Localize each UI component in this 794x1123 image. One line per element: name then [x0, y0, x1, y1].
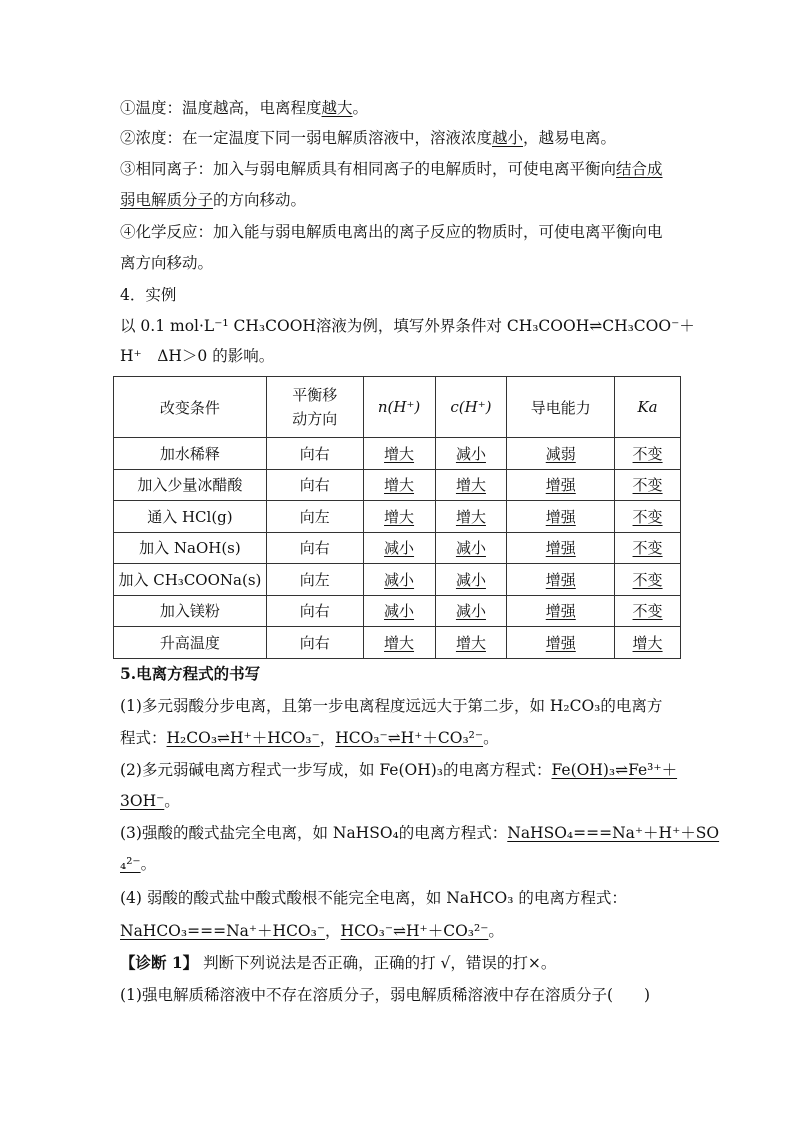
table-cell: 向右 — [266, 627, 363, 659]
table-cell: 加入 NaOH(s) — [114, 532, 267, 564]
factor-reaction-line2: 离方向移动。 — [120, 254, 214, 272]
table-row — [114, 564, 681, 596]
table-cell: 增大 — [363, 438, 435, 470]
table-cell: 加入镁粉 — [114, 595, 267, 627]
diagnosis-label: 【诊断 1】 — [120, 953, 199, 972]
table-cell: 增大 — [363, 469, 435, 501]
table-cell: 增大 — [363, 627, 435, 659]
factor-common-ion-line1: ③相同离子：加入与弱电解质具有相同离子的电解质时，可使电离平衡向结合成 — [120, 160, 663, 178]
equation-para-4-line2: NaHCO₃===Na⁺＋HCO₃⁻，HCO₃⁻⇌H⁺＋CO₃²⁻。 — [120, 922, 504, 940]
table-cell: 不变 — [615, 438, 681, 470]
table-cell: 增大 — [435, 469, 507, 501]
answer-equation: 3OH⁻ — [120, 792, 165, 810]
table-row — [114, 469, 681, 501]
table-row — [114, 595, 681, 627]
table-cell: 加入少量冰醋酸 — [114, 469, 267, 501]
table-cell: 不变 — [615, 501, 681, 533]
table-row — [114, 438, 681, 470]
equation-para-1-line1: (1)多元弱酸分步电离，且第一步电离程度远远大于第二步，如 H₂CO₃的电离方 — [120, 697, 663, 715]
table-cell: 升高温度 — [114, 627, 267, 659]
answer-equation: NaHCO₃===Na⁺＋HCO₃⁻ — [120, 922, 326, 940]
table-row — [114, 532, 681, 564]
table-cell: 增大 — [435, 501, 507, 533]
table-cell: 减小 — [363, 595, 435, 627]
table-cell: 减小 — [435, 532, 507, 564]
equation-para-3-line2: ₄²⁻。 — [120, 855, 157, 873]
example-intro-line2: H⁺ ΔH＞0 的影响。 — [120, 347, 275, 365]
factor-reaction-line1: ④化学反应：加入能与弱电解质电离出的离子反应的物质时，可使电离平衡向电 — [120, 223, 663, 241]
table-cell: 不变 — [615, 595, 681, 627]
table-cell: 增强 — [507, 469, 615, 501]
answer-blank: 越小 — [492, 129, 524, 147]
table-header-row — [114, 377, 681, 438]
table-cell: 减小 — [435, 595, 507, 627]
table-cell: 增强 — [507, 564, 615, 596]
answer-equation: NaHSO₄===Na⁺＋H⁺＋SO — [507, 824, 720, 842]
table-cell: 增大 — [435, 627, 507, 659]
table-header-cell: 平衡移 动方向 — [266, 377, 363, 438]
answer-equation: HCO₃⁻⇌H⁺＋CO₃²⁻ — [335, 729, 484, 747]
factor-temperature: ①温度：温度越高，电离程度越大。 — [120, 99, 369, 117]
table-cell: 加水稀释 — [114, 438, 267, 470]
answer-equation: Fe(OH)₃⇌Fe³⁺＋ — [551, 761, 678, 779]
table-cell: 通入 HCl(g) — [114, 501, 267, 533]
example-intro-line1: 以 0.1 mol·L⁻¹ CH₃COOH溶液为例，填写外界条件对 CH₃COOH⇌CH₃COO⁻＋ — [120, 317, 695, 335]
table-cell: 增强 — [507, 627, 615, 659]
equation-para-3-line1: (3)强酸的酸式盐完全电离，如 NaHSO₄的电离方程式：NaHSO₄===Na⁺＋H⁺＋SO — [120, 824, 720, 842]
table-cell: 向左 — [266, 564, 363, 596]
table-cell: 增强 — [507, 501, 615, 533]
table-cell: 向右 — [266, 469, 363, 501]
diagnosis-question-1: (1)强电解质稀溶液中不存在溶质分子，弱电解质稀溶液中存在溶质分子( ) — [120, 986, 651, 1004]
answer-blank: 越大 — [321, 99, 353, 117]
answer-equation: ₄²⁻ — [120, 855, 141, 873]
equation-para-2-line2: 3OH⁻。 — [120, 792, 180, 810]
answer-equation: H₂CO₃⇌H⁺＋HCO₃⁻ — [166, 729, 320, 747]
equation-para-1-line2: 程式：H₂CO₃⇌H⁺＋HCO₃⁻，HCO₃⁻⇌H⁺＋CO₃²⁻。 — [120, 729, 499, 747]
table-header-cell: Ka — [615, 377, 681, 438]
table-header-cell: c(H⁺) — [435, 377, 507, 438]
answer-blank: 弱电解质分子 — [120, 191, 214, 209]
table-cell: 加入 CH₃COONa(s) — [114, 564, 267, 596]
table-cell: 减小 — [363, 564, 435, 596]
section-heading: 5.电离方程式的书写 — [120, 664, 261, 683]
table-cell: 增大 — [363, 501, 435, 533]
equation-para-2-line1: (2)多元弱碱电离方程式一步写成，如 Fe(OH)₃的电离方程式：Fe(OH)₃⇌Fe³⁺＋ — [120, 761, 678, 779]
table-cell: 向右 — [266, 595, 363, 627]
factor-common-ion-line2: 弱电解质分子的方向移动。 — [120, 191, 307, 209]
table-cell: 向左 — [266, 501, 363, 533]
table-cell: 不变 — [615, 532, 681, 564]
table-row — [114, 627, 681, 659]
table-row — [114, 501, 681, 533]
table-cell: 不变 — [615, 564, 681, 596]
table-cell: 减小 — [363, 532, 435, 564]
factor-concentration: ②浓度：在一定温度下同一弱电解质溶液中，溶液浓度越小，越易电离。 — [120, 129, 617, 147]
table-cell: 减小 — [435, 564, 507, 596]
table-cell: 不变 — [615, 469, 681, 501]
table-cell: 向右 — [266, 438, 363, 470]
table-cell: 向右 — [266, 532, 363, 564]
answer-blank: 结合成 — [616, 160, 663, 178]
table-cell: 增强 — [507, 532, 615, 564]
table-cell: 减弱 — [507, 438, 615, 470]
table-cell: 减小 — [435, 438, 507, 470]
table-cell: 增强 — [507, 595, 615, 627]
answer-equation: HCO₃⁻⇌H⁺＋CO₃²⁻ — [340, 922, 489, 940]
table-header-cell: n(H⁺) — [363, 377, 435, 438]
diagnosis-heading: 【诊断 1】 判断下列说法是否正确，正确的打 √，错误的打×。 — [120, 953, 557, 972]
ionization-effects-table — [113, 376, 681, 659]
table-cell: 增大 — [615, 627, 681, 659]
table-header-cell: 导电能力 — [507, 377, 615, 438]
table-header-cell: 改变条件 — [114, 377, 267, 438]
equation-para-4-line1: (4) 弱酸的酸式盐中酸式酸根不能完全电离，如 NaHCO₃ 的电离方程式： — [120, 889, 627, 907]
section-heading: 4．实例 — [120, 286, 177, 304]
